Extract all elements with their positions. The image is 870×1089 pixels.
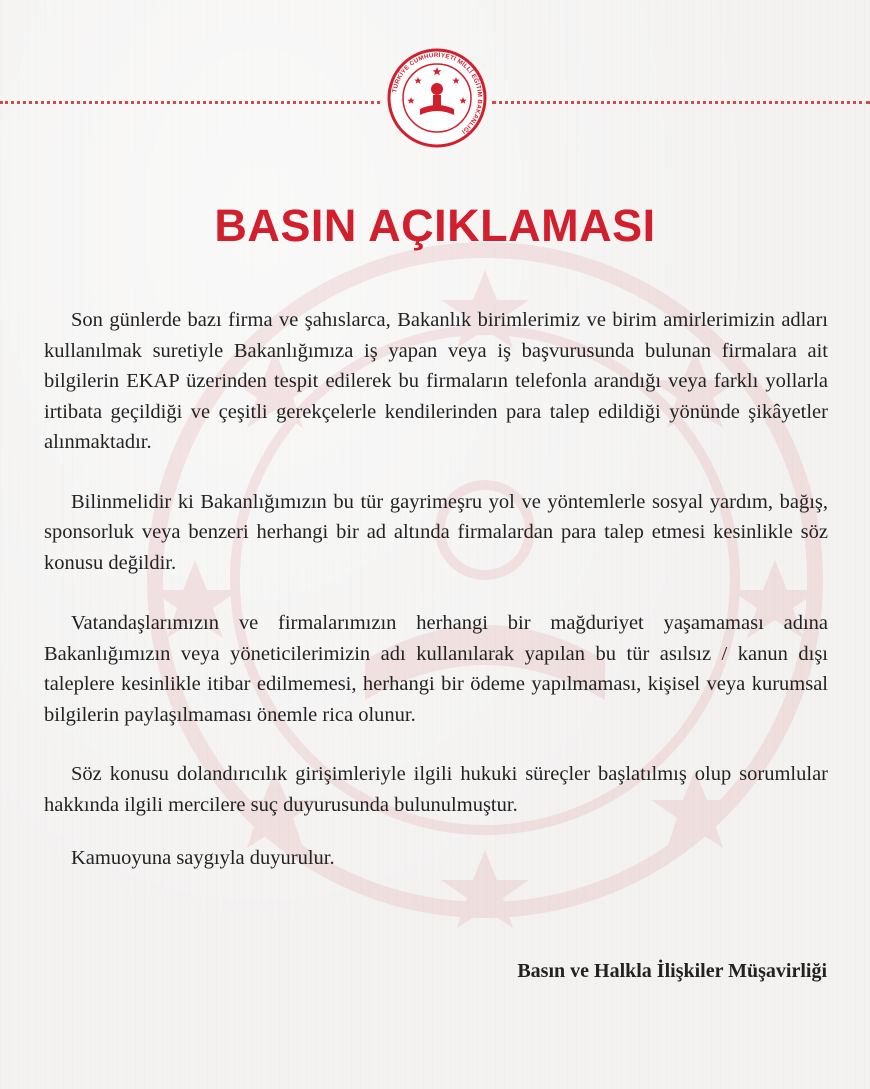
ministry-seal-icon bbox=[386, 47, 488, 149]
paragraph-3: Vatandaşlarımızın ve firmalarımızın herhangi bir mağduriyet yaşamaması adına Bakanlığımızın veya yöneticilerimizin adı kullanılarak yapılan bu tür asılsız / kanun dışı taleplere kesinlikle itibar edilmemesi, herhangi bir ödeme yapılmaması, kişisel veya kurumsal bilgilerin paylaşılmaması önemle rica olunur. bbox=[44, 612, 828, 726]
closing-line: Kamuoyuna saygıyla duyurulur. bbox=[71, 847, 335, 869]
press-release-body bbox=[44, 305, 828, 849]
paragraph-4: Söz konusu dolandırıcılık girişimleriyle ilgili hukuki süreçler başlatılmış olup sorumlular hakkında ilgili mercilere suç duyurusunda bulunulmuştur. bbox=[44, 763, 828, 816]
header-divider-left bbox=[0, 101, 380, 104]
signature: Basın ve Halkla İlişkiler Müşavirliği bbox=[517, 960, 827, 982]
page-title: BASIN AÇIKLAMASI bbox=[214, 200, 656, 251]
paragraph-2: Bilinmelidir ki Bakanlığımızın bu tür gayrimeşru yol ve yöntemlerle sosyal yardım, bağış, sponsorluk veya benzeri herhangi bir ad altında firmalardan para talep etmesi kesinlikle söz konusu değildir. bbox=[44, 490, 828, 574]
seal-ring-text: TÜRKİYE CUMHURİYETİ MİLLÎ EĞİTİM BAKANLIĞI bbox=[391, 51, 484, 136]
header-divider-right bbox=[492, 101, 870, 104]
paragraph-1: Son günlerde bazı firma ve şahıslarca, Bakanlık birimlerimiz ve birim amirlerimizin adları kullanılmak suretiyle Bakanlığımıza iş yapan veya iş başvurusunda bulunan firmalara ait bilgilerin EKAP üzerinden tespit edilerek bu firmaların telefonla arandığı veya farklı yollarla irtibata geçildiği ve çeşitli gerekçelerle kendilerinden para talep edildiği yönünde şikâyetler alınmaktadır. bbox=[44, 309, 828, 453]
